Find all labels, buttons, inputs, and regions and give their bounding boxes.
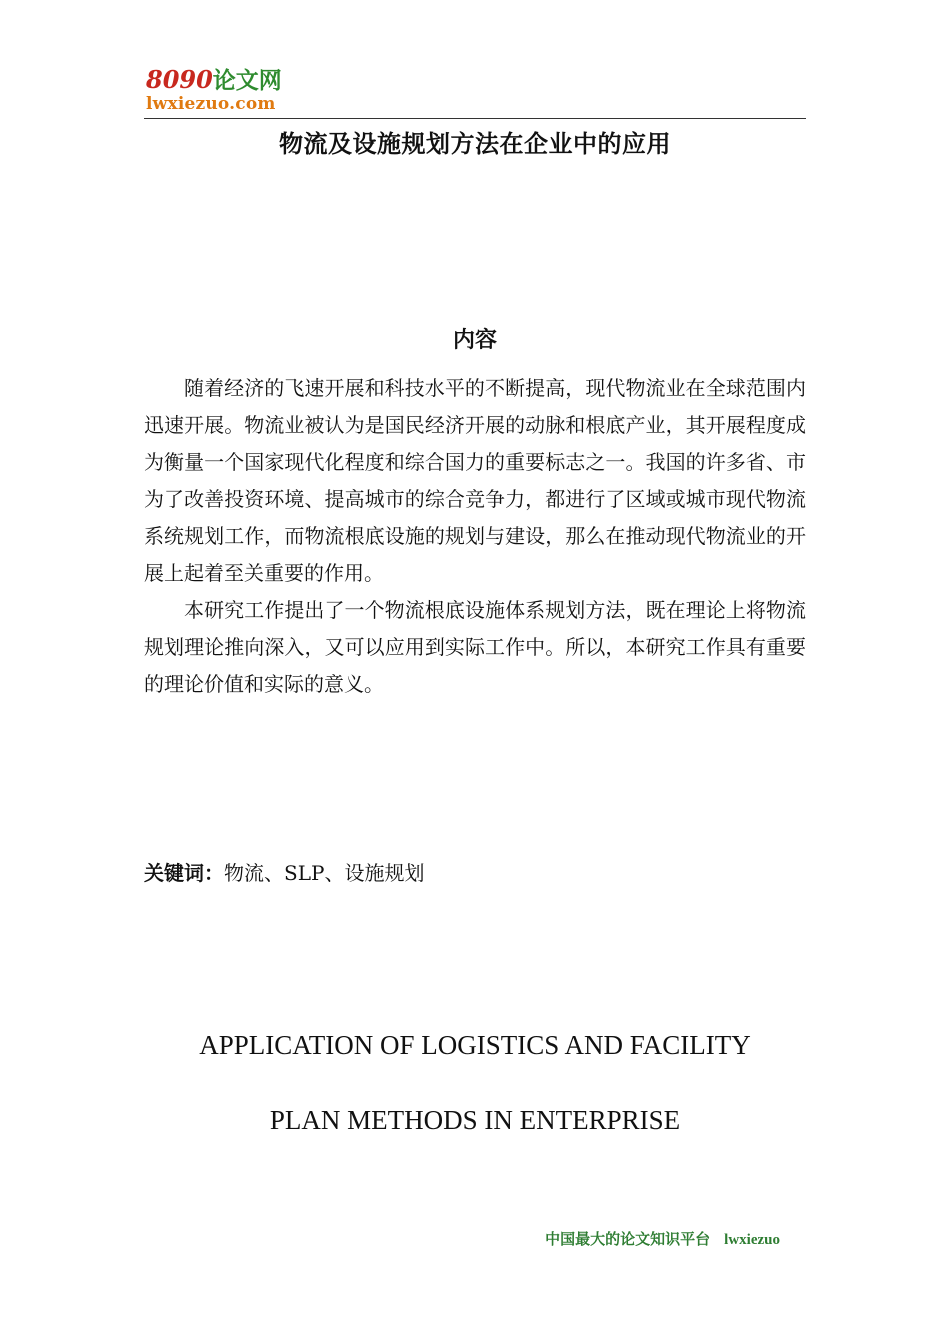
logo-number: 8090 bbox=[146, 65, 213, 94]
abstract-paragraph-1: 随着经济的飞速开展和科技水平的不断提高，现代物流业在全球范围内迅速开展。物流业被认为是国民经济开展的动脉和根底产业，其开展程度成为衡量一个国家现代化程度和综合国力的重要标志之一。我国的许多省、市为了改善投资环境、提高城市的综合竞争力，都进行了区域或城市现代物流系统规划工作，而物流根底设施的规划与建设，那么在推动现代物流业的开展上起着至关重要的作用。 bbox=[144, 376, 806, 585]
footer-site: lwxiezuo bbox=[724, 1232, 780, 1248]
keywords-line bbox=[144, 856, 806, 890]
logo-name: 论文网 bbox=[212, 67, 282, 94]
logo-domain: lwxiezuo.com bbox=[146, 94, 276, 114]
abstract-paragraph-2: 本研究工作提出了一个物流根底设施体系规划方法，既在理论上将物流规划理论推向深入，又可以应用到实际工作中。所以，本研究工作具有重要的理论价值和实际的意义。 bbox=[144, 598, 806, 696]
keywords-label: 关键词： bbox=[144, 861, 224, 885]
keywords-value: 物流、SLP、设施规划 bbox=[224, 861, 425, 885]
page-footer bbox=[500, 1226, 780, 1253]
footer-slogan: 中国最大的论文知识平台 bbox=[545, 1230, 711, 1248]
english-title-line-2: PLAN METHODS IN ENTERPRISE bbox=[269, 1105, 681, 1135]
document-title: 物流及设施规划方法在企业中的应用 bbox=[279, 130, 671, 158]
english-title-line-1: APPLICATION OF LOGISTICS AND FACILITY bbox=[199, 1030, 751, 1060]
site-logo bbox=[146, 66, 296, 118]
abstract-heading: 内容 bbox=[452, 328, 497, 353]
header-divider bbox=[144, 118, 806, 119]
abstract-body bbox=[144, 370, 806, 703]
logo-wordmark bbox=[146, 66, 282, 95]
english-title bbox=[120, 1008, 830, 1158]
